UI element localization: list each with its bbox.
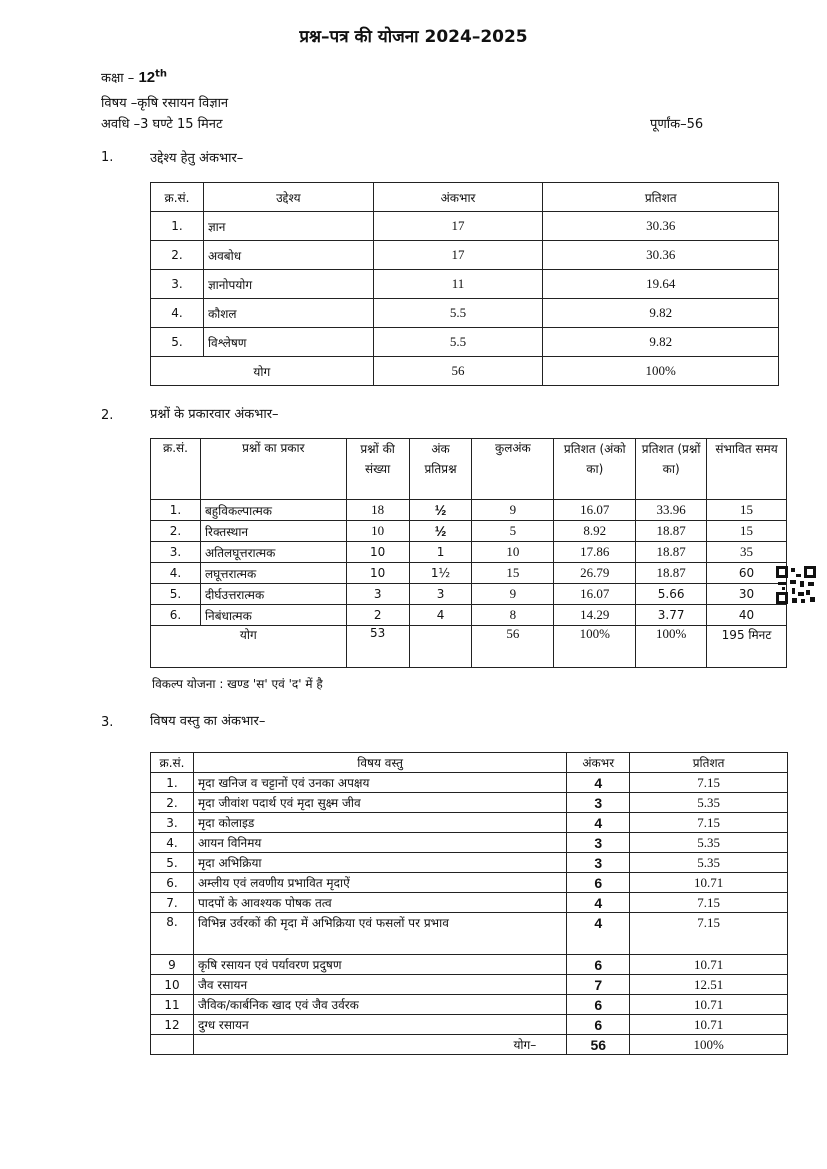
marks-cell: 6 xyxy=(567,995,630,1015)
header-cell: अंक प्रतिप्रश्न xyxy=(409,439,472,500)
total-marks-cell: 15 xyxy=(472,563,554,584)
marks-cell: 6 xyxy=(567,955,630,975)
marks-cell: 4 xyxy=(567,893,630,913)
percent-cell: 7.15 xyxy=(630,813,788,833)
time-cell: 30 xyxy=(707,584,787,605)
time-cell: 15 xyxy=(707,521,787,542)
count-cell: 18 xyxy=(346,500,409,521)
table-header-row xyxy=(151,183,779,212)
percent-cell: 30.36 xyxy=(543,241,779,270)
header-cell: प्रतिशत xyxy=(630,753,788,773)
option-note: विकल्प योजना : खण्ड 'स' एवं 'द' में है xyxy=(152,677,323,691)
table-row xyxy=(151,1015,788,1035)
count-cell: 3 xyxy=(346,584,409,605)
topic-cell: मृदा जीवांश पदार्थ एवं मृदा सुक्ष्म जीव xyxy=(193,793,566,813)
subject-line: विषय –कृषि रसायन विज्ञान xyxy=(101,96,229,111)
serial-cell: 2. xyxy=(151,241,204,270)
table-row xyxy=(151,299,779,328)
marks-cell: 11 xyxy=(373,270,543,299)
marks-cell: 6 xyxy=(567,1015,630,1035)
table-row xyxy=(151,328,779,357)
marks-cell: 4 xyxy=(567,813,630,833)
time-cell: 35 xyxy=(707,542,787,563)
total-percent: 100% xyxy=(543,357,779,386)
percent-cell: 9.82 xyxy=(543,299,779,328)
percent-cell: 5.35 xyxy=(630,833,788,853)
serial-cell: 4. xyxy=(151,833,194,853)
table-row xyxy=(151,853,788,873)
section-title: विषय वस्तु का अंकभार– xyxy=(150,714,266,729)
total-marks-cell: 9 xyxy=(472,500,554,521)
total-marks: 56 xyxy=(472,626,554,668)
percent-cell: 10.71 xyxy=(630,1015,788,1035)
time-cell: 60 xyxy=(707,563,787,584)
header-cell: कुलअंक xyxy=(472,439,554,500)
serial-cell: 6. xyxy=(151,873,194,893)
percent-marks-cell: 16.07 xyxy=(554,584,636,605)
percent-questions-cell: 18.87 xyxy=(636,563,707,584)
table-row xyxy=(151,500,787,521)
total-row xyxy=(151,626,787,668)
marks-cell: 4 xyxy=(567,913,630,955)
percent-cell: 12.51 xyxy=(630,975,788,995)
table-row xyxy=(151,584,787,605)
section-number: 2. xyxy=(101,408,114,423)
type-cell: लघूत्तरात्मक xyxy=(200,563,346,584)
table-row xyxy=(151,893,788,913)
header-cell: प्रतिशत (प्रश्नों का) xyxy=(636,439,707,500)
table-row xyxy=(151,833,788,853)
table-row xyxy=(151,813,788,833)
table-row xyxy=(151,270,779,299)
table-row xyxy=(151,241,779,270)
type-cell: रिक्तस्थान xyxy=(200,521,346,542)
total-percent-marks: 100% xyxy=(554,626,636,668)
qr-code-icon xyxy=(776,566,816,604)
header-cell: क्र.सं. xyxy=(151,753,194,773)
marks-cell: 3 xyxy=(567,833,630,853)
table-row xyxy=(151,793,788,813)
table-row xyxy=(151,542,787,563)
empty-cell xyxy=(151,1035,194,1055)
class-label: कक्षा – xyxy=(101,71,135,86)
percent-cell: 7.15 xyxy=(630,893,788,913)
percent-cell: 5.35 xyxy=(630,853,788,873)
section-number: 3. xyxy=(101,715,114,730)
total-percent-questions: 100% xyxy=(636,626,707,668)
total-row xyxy=(151,357,779,386)
serial-cell: 9 xyxy=(151,955,194,975)
count-cell: 10 xyxy=(346,521,409,542)
percent-marks-cell: 8.92 xyxy=(554,521,636,542)
serial-cell: 1. xyxy=(151,773,194,793)
header-cell: प्रतिशत (अंको का) xyxy=(554,439,636,500)
percent-questions-cell: 3.77 xyxy=(636,605,707,626)
percent-cell: 19.64 xyxy=(543,270,779,299)
topic-cell: दुग्ध रसायन xyxy=(193,1015,566,1035)
serial-cell: 1. xyxy=(151,212,204,241)
type-cell: बहुविकल्पात्मक xyxy=(200,500,346,521)
table-row xyxy=(151,212,779,241)
header-cell: प्रश्नों की संख्या xyxy=(346,439,409,500)
serial-cell: 2. xyxy=(151,793,194,813)
percent-questions-cell: 18.87 xyxy=(636,521,707,542)
marks-cell: 5.5 xyxy=(373,299,543,328)
header-cell: अंकभार xyxy=(373,183,543,212)
header-cell: क्र.सं. xyxy=(151,183,204,212)
topic-cell: मृदा कोलाइड xyxy=(193,813,566,833)
topic-cell: अम्लीय एवं लवणीय प्रभावित मृदाऐं xyxy=(193,873,566,893)
question-type-table xyxy=(150,438,787,668)
percent-cell: 30.36 xyxy=(543,212,779,241)
percent-cell: 5.35 xyxy=(630,793,788,813)
marks-cell: 6 xyxy=(567,873,630,893)
table-row xyxy=(151,873,788,893)
objective-cell: कौशल xyxy=(203,299,373,328)
table-row xyxy=(151,563,787,584)
header-cell: उद्देश्य xyxy=(203,183,373,212)
table-header-row xyxy=(151,753,788,773)
percent-cell: 7.15 xyxy=(630,773,788,793)
objective-cell: ज्ञान xyxy=(203,212,373,241)
type-cell: निबंधात्मक xyxy=(200,605,346,626)
serial-cell: 8. xyxy=(151,913,194,955)
serial-cell: 10 xyxy=(151,975,194,995)
duration-line: अवधि –3 घण्टे 15 मिनट xyxy=(101,117,223,132)
total-row xyxy=(151,1035,788,1055)
topic-cell: मृदा अभिक्रिया xyxy=(193,853,566,873)
class-value: 12 xyxy=(138,69,156,86)
total-marks: 56 xyxy=(567,1035,630,1055)
count-cell: 10 xyxy=(346,542,409,563)
table-row xyxy=(151,773,788,793)
marks-per-q-cell: ½ xyxy=(409,521,472,542)
content-table xyxy=(150,752,788,1055)
table-row xyxy=(151,955,788,975)
serial-cell: 4. xyxy=(151,299,204,328)
percent-cell: 10.71 xyxy=(630,955,788,975)
marks-per-q-cell: 1 xyxy=(409,542,472,563)
table-row xyxy=(151,521,787,542)
serial-cell: 5. xyxy=(151,584,201,605)
total-label: योग xyxy=(151,357,374,386)
marks-cell: 4 xyxy=(567,773,630,793)
marks-cell: 5.5 xyxy=(373,328,543,357)
percent-marks-cell: 26.79 xyxy=(554,563,636,584)
percent-marks-cell: 16.07 xyxy=(554,500,636,521)
topic-cell: मृदा खनिज व चट्टानों एवं उनका अपक्षय xyxy=(193,773,566,793)
percent-cell: 10.71 xyxy=(630,873,788,893)
section-title: उद्देश्य हेतु अंकभार– xyxy=(150,151,244,166)
header-cell: संभावित समय xyxy=(707,439,787,500)
total-count: 53 xyxy=(346,626,409,668)
marks-cell: 17 xyxy=(373,212,543,241)
percent-questions-cell: 18.87 xyxy=(636,542,707,563)
serial-cell: 4. xyxy=(151,563,201,584)
type-cell: अतिलघूत्तरात्मक xyxy=(200,542,346,563)
topic-cell: कृषि रसायन एवं पर्यावरण प्रदुषण xyxy=(193,955,566,975)
total-time: 195 मिनट xyxy=(707,626,787,668)
marks-per-q-cell: 4 xyxy=(409,605,472,626)
class-line xyxy=(101,68,167,86)
percent-cell: 10.71 xyxy=(630,995,788,1015)
percent-cell: 7.15 xyxy=(630,913,788,955)
header-cell: अंकभर xyxy=(567,753,630,773)
objectives-table xyxy=(150,182,779,386)
serial-cell: 2. xyxy=(151,521,201,542)
serial-cell: 3. xyxy=(151,542,201,563)
percent-questions-cell: 33.96 xyxy=(636,500,707,521)
serial-cell: 11 xyxy=(151,995,194,1015)
marks-per-q-cell: ½ xyxy=(409,500,472,521)
serial-cell: 5. xyxy=(151,853,194,873)
serial-cell: 5. xyxy=(151,328,204,357)
marks-per-q-cell: 1½ xyxy=(409,563,472,584)
marks-per-q-cell: 3 xyxy=(409,584,472,605)
percent-marks-cell: 17.86 xyxy=(554,542,636,563)
objective-cell: ज्ञानोपयोग xyxy=(203,270,373,299)
section-number: 1. xyxy=(101,150,114,165)
full-marks: पूर्णांक–56 xyxy=(650,117,704,132)
total-marks-cell: 9 xyxy=(472,584,554,605)
table-row xyxy=(151,913,788,955)
count-cell: 10 xyxy=(346,563,409,584)
class-sup: th xyxy=(155,68,168,80)
page-title: प्रश्न–पत्र की योजना 2024–2025 xyxy=(299,27,528,47)
percent-cell: 9.82 xyxy=(543,328,779,357)
time-cell: 40 xyxy=(707,605,787,626)
serial-cell: 3. xyxy=(151,813,194,833)
total-marks-cell: 8 xyxy=(472,605,554,626)
total-label: योग– xyxy=(193,1035,566,1055)
marks-cell: 3 xyxy=(567,853,630,873)
topic-cell: पादपों के आवश्यक पोषक तत्व xyxy=(193,893,566,913)
topic-cell: जैविक/कार्बनिक खाद एवं जैव उर्वरक xyxy=(193,995,566,1015)
objective-cell: विश्लेषण xyxy=(203,328,373,357)
serial-cell: 1. xyxy=(151,500,201,521)
section-title: प्रश्नों के प्रकारवार अंकभार– xyxy=(150,407,279,422)
topic-cell: आयन विनिमय xyxy=(193,833,566,853)
objective-cell: अवबोध xyxy=(203,241,373,270)
count-cell: 2 xyxy=(346,605,409,626)
total-marks-cell: 10 xyxy=(472,542,554,563)
header-cell: विषय वस्तु xyxy=(193,753,566,773)
type-cell: दीर्घउत्तरात्मक xyxy=(200,584,346,605)
time-cell: 15 xyxy=(707,500,787,521)
topic-cell: विभिन्न उर्वरकों की मृदा में अभिक्रिया एवं फसलों पर प्रभाव xyxy=(193,913,566,955)
total-marks: 56 xyxy=(373,357,543,386)
marks-cell: 17 xyxy=(373,241,543,270)
percent-questions-cell: 5.66 xyxy=(636,584,707,605)
total-percent: 100% xyxy=(630,1035,788,1055)
table-header-row xyxy=(151,439,787,500)
table-row xyxy=(151,605,787,626)
total-marks-cell: 5 xyxy=(472,521,554,542)
header-cell: क्र.सं. xyxy=(151,439,201,500)
serial-cell: 7. xyxy=(151,893,194,913)
header-cell: प्रतिशत xyxy=(543,183,779,212)
table-row xyxy=(151,975,788,995)
serial-cell: 6. xyxy=(151,605,201,626)
serial-cell: 3. xyxy=(151,270,204,299)
marks-cell: 3 xyxy=(567,793,630,813)
table-row xyxy=(151,995,788,1015)
total-marks-per-q xyxy=(409,626,472,668)
header-cell: प्रश्नों का प्रकार xyxy=(200,439,346,500)
topic-cell: जैव रसायन xyxy=(193,975,566,995)
percent-marks-cell: 14.29 xyxy=(554,605,636,626)
total-label: योग xyxy=(151,626,347,668)
serial-cell: 12 xyxy=(151,1015,194,1035)
marks-cell: 7 xyxy=(567,975,630,995)
